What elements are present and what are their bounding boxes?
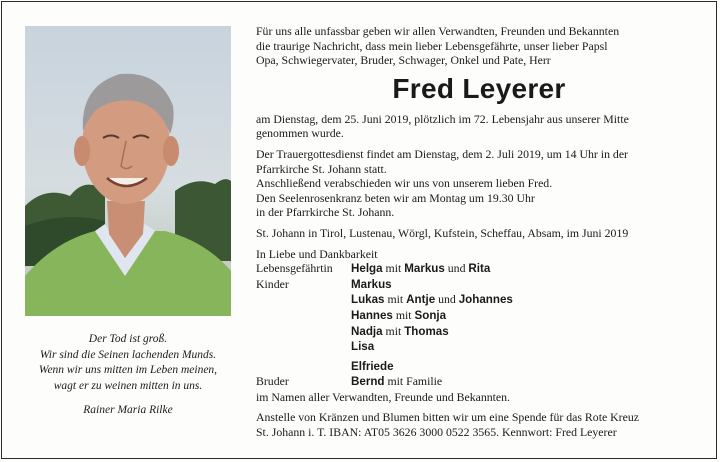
family-partner-row <box>256 261 702 277</box>
family-connector: und <box>435 292 459 307</box>
family-name: Helga <box>351 262 383 276</box>
portrait-photo <box>25 26 231 316</box>
poem-line: Der Tod ist groß. <box>88 333 168 345</box>
family-name: Elfriede <box>351 359 394 373</box>
family-name: Rita <box>468 262 491 276</box>
place-date: St. Johann in Tirol, Lustenau, Wörgl, Kufstein, Scheffau, Absam, im Juni 2019 <box>256 225 629 240</box>
service-line: Der Trauergottesdienst findet am Dienstag, dem 2. Juli 2019, um 14 Uhr in der <box>256 146 628 161</box>
family-connector: mit Familie <box>384 374 443 389</box>
family-name: Lisa <box>351 340 375 354</box>
family-connector: mit <box>382 261 405 276</box>
family-child-row <box>256 359 702 375</box>
obituary-text <box>256 24 702 440</box>
family-name: Antje <box>406 293 436 307</box>
intro-line: die traurige Nachricht, dass mein lieber Lebensgefährte, unser lieber Papsl <box>256 38 608 53</box>
family-name: Thomas <box>404 324 449 338</box>
poem-author: Rainer Maria Rilke <box>83 404 173 416</box>
family-name: Markus <box>404 262 445 276</box>
family-name: Lukas <box>351 293 385 307</box>
family-connector: mit <box>382 323 405 338</box>
family-brother-row <box>256 374 702 390</box>
family-name: Sonja <box>414 308 447 322</box>
family-name: Johannes <box>458 293 513 307</box>
death-line: am Dienstag, dem 25. Juni 2019, plötzlich im 72. Lebensjahr aus unserer Mitte <box>256 111 629 126</box>
family-role: Lebensgefährtin <box>256 261 333 276</box>
family-connector: mit <box>392 307 415 322</box>
family-connector: mit <box>384 292 407 307</box>
family-others: im Namen aller Verwandten, Freunde und Bekannten. <box>256 389 510 404</box>
closing-phrase: In Liebe und Dankbarkeit <box>256 246 378 261</box>
death-line: genommen wurde. <box>256 126 344 141</box>
deceased-name: Fred Leyerer <box>392 72 566 104</box>
family-name: Hannes <box>351 308 393 322</box>
service-line: Pfarrkirche St. Johann statt. <box>256 161 387 176</box>
family-name: Nadja <box>351 324 383 338</box>
family-name: Markus <box>351 277 392 291</box>
family-name: Bernd <box>351 375 385 389</box>
poem-line: wagt er zu weinen mitten in uns. <box>53 379 203 392</box>
donation-line: St. Johann i. T. IBAN: AT05 3626 3000 0522 3565. Kennwort: Fred Leyerer <box>256 425 617 440</box>
family-child-row <box>256 324 702 340</box>
family-children-row <box>256 277 702 293</box>
family-connector: und <box>444 261 469 276</box>
family-role: Bruder <box>256 374 289 389</box>
service-line: Anschließend verabschieden wir uns von unserem lieben Fred. <box>256 176 553 191</box>
service-line: Den Seelenrosenkranz beten wir am Montag um 19.30 Uhr <box>256 190 535 205</box>
family-child-row <box>256 292 702 308</box>
donation-line: Anstelle von Kränzen und Blumen bitten wir um eine Spende für das Rote Kreuz <box>256 410 639 425</box>
family-child-row <box>256 339 702 355</box>
intro-line: Für uns alle unfassbar geben wir allen Verwandten, Freunden und Bekannten <box>256 24 620 38</box>
poem-line: Wir sind die Seinen lachenden Munds. <box>39 348 217 361</box>
family-role: Kinder <box>256 276 289 291</box>
service-line: in der Pfarrkirche St. Johann. <box>256 205 395 220</box>
poem-line: Wenn wir uns mitten im Leben meinen, <box>38 364 218 376</box>
poem <box>25 332 231 419</box>
intro-line: Opa, Schwiegervater, Bruder, Schwager, Onkel und Pate, Herr <box>256 53 551 68</box>
family-child-row <box>256 308 702 324</box>
